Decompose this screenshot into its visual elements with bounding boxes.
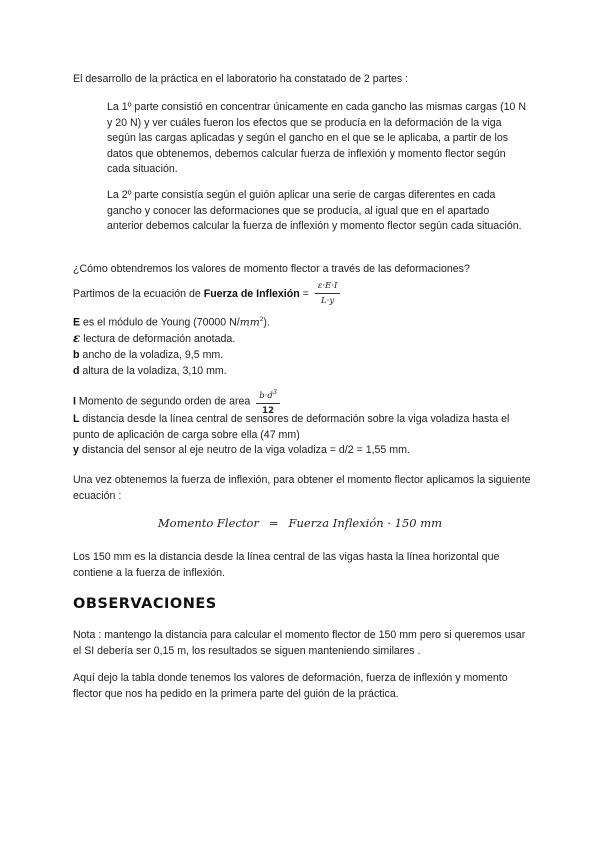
variable-E-close: ).: [263, 316, 270, 329]
variable-E-symbol: E: [73, 316, 81, 329]
force-fraction-denominator: L·y: [320, 296, 335, 306]
inertia-fraction-numerator: [256, 387, 280, 404]
variable-L: [73, 412, 533, 443]
moment-equation: [0, 516, 600, 530]
force-fraction: [315, 281, 341, 307]
part1-paragraph: La 1º parte consistió en concentrar únicamente en cada gancho las mismas cargas (10 N y 20 N) y ver cuáles fueron los efectos que se producía en la deformación de la viga según las cargas aplicadas y según el gancho en el que se le aplicaba, a partir de los datos que obtenemos, debemos calcular fuerza de inflexión y momento flector según cada situación.: [107, 101, 527, 175]
variable-L-symbol: L: [73, 413, 80, 425]
inertia-numerator-base: b·d: [259, 390, 273, 401]
variable-d: [73, 364, 227, 380]
variable-epsilon: [73, 331, 235, 348]
variable-y: [73, 443, 410, 459]
moment-equation-lhs: Momento Flector: [157, 516, 259, 530]
question-line: ¿Cómo obtendremos los valores de momento flector a través de las deformaciones?: [73, 263, 470, 275]
equation-suffix: =: [299, 287, 309, 300]
variable-E-unit: mm: [239, 316, 260, 329]
inertia-numerator-exponent: 3: [272, 388, 277, 396]
variable-b: [73, 348, 223, 364]
variable-E-text: es el módulo de Young (70000 N/: [80, 316, 240, 329]
variable-I-symbol: I: [73, 395, 76, 408]
intro-paragraph: El desarrollo de la práctica en el laboratorio ha constatado de 2 partes :: [73, 73, 409, 85]
variable-b-symbol: b: [73, 349, 80, 361]
variable-E: [73, 312, 270, 331]
equation-prefix: Partimos de la ecuación de: [73, 287, 204, 300]
variable-y-symbol: y: [73, 444, 79, 456]
variable-E-exponent: 2: [259, 316, 264, 323]
variable-I-text: Momento de segundo orden de area: [75, 395, 254, 408]
variable-L-text: distancia desde la línea central de sensores de deformación sobre la viga voladiza hasta el punto de aplicación de carga sobre ella (47 mm): [73, 413, 510, 441]
variable-d-text: altura de la voladiza, 3,10 mm.: [79, 365, 227, 377]
note-paragraph: Nota : mantengo la distancia para calcular el momento flector de 150 mm pero si queremos usar el SI debería ser 0,15 m, los resultados se siguen manteniendo similares .: [73, 629, 526, 657]
observations-heading: OBSERVACIONES: [73, 596, 217, 612]
variable-b-text: ancho de la voladiza, 9,5 mm.: [79, 349, 224, 361]
variable-y-text: distancia del sensor al eje neutro de la viga voladiza = d/2 = 1,55 mm.: [78, 444, 410, 456]
distance-note-paragraph: Los 150 mm es la distancia desde la línea central de las vigas hasta la línea horizontal que contiene a la fuerza de inflexión.: [73, 551, 500, 579]
equation-bold-term: Fuerza de Inflexión: [203, 287, 300, 300]
force-equation-line: [73, 281, 340, 307]
table-note-paragraph: Aquí dejo la tabla donde tenemos los valores de deformación, fuerza de inflexión y momento flector que nos ha pedido en la primera parte del guión de la práctica.: [73, 672, 508, 700]
force-fraction-numerator: ε·E·I: [315, 281, 341, 294]
variable-epsilon-symbol: ε: [73, 331, 81, 345]
moment-equation-rhs: Fuerza Inflexión · 150 mm: [288, 516, 443, 530]
variable-epsilon-text: lectura de deformación anotada.: [80, 333, 236, 345]
moment-intro-paragraph: Una vez obtenemos la fuerza de inflexión, para obtener el momento flector aplicamos la siguiente ecuación :: [73, 474, 531, 502]
inertia-fraction-denominator: 12: [262, 405, 275, 416]
moment-equation-equals: =: [268, 516, 279, 530]
part2-paragraph: La 2º parte consistía según el guión aplicar una serie de cargas diferentes en cada gancho y conocer las deformaciones que se producía, al igual que en el apartado anterior debemos calcular la fuerza de inflexión y momento flector según cada situación.: [107, 189, 522, 232]
variable-d-symbol: d: [73, 365, 80, 377]
